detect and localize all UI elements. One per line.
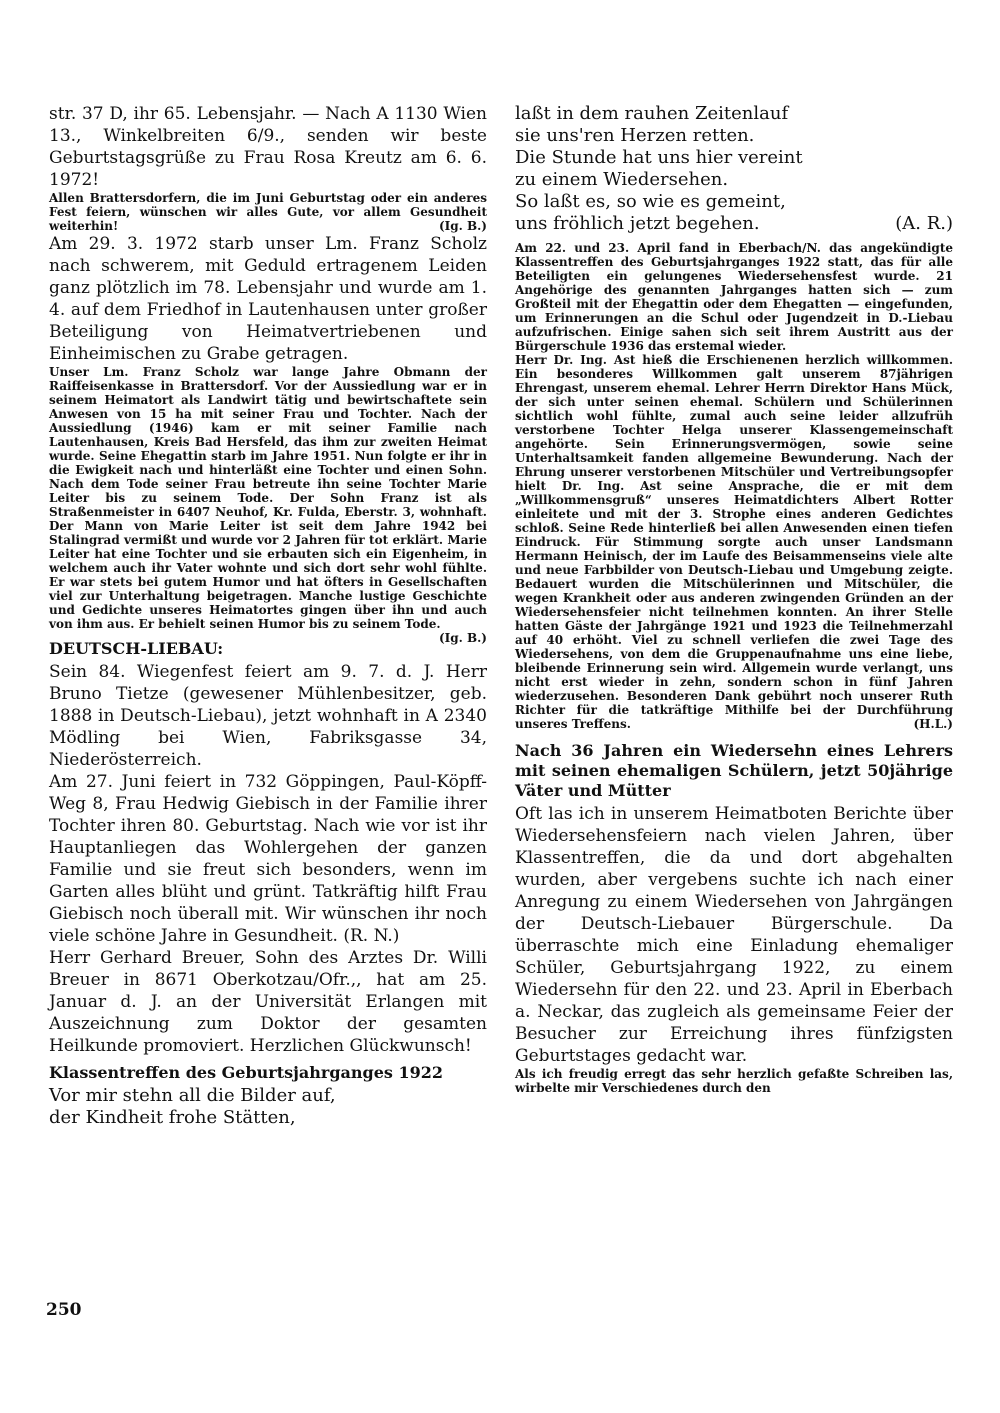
poem-line: sie uns'ren Herzen retten.: [515, 125, 755, 146]
author-signature: (H.L.): [913, 717, 953, 731]
poem-line: Die Stunde hat uns hier vereint: [515, 147, 803, 168]
obituary-detail: Unser Lm. Franz Scholz war lange Jahre Obmann der Raiffeisenkasse in Brattersdorf. Vor der Aussiedlung war er in seinem Heimatort als Landwirt tätig und bewirtschaftete sein Anwesen von 15 ha mit seiner Frau und Tochter. Nach der Aussiedlung (1946) kam er mit seiner Familie nach Lautenhausen, Kreis Bad Hersfeld, das ihm zur zweiten Heimat wurde. Seine Ehegattin starb im Jahre 1951. Nun folgte er ihr in die Ewigkeit nach und hinterläßt eine Tochter und einen Sohn. Nach dem Tode seiner Frau betreute ihn seine Tochter Marie Leiter bis zu seinem Tode. Der Sohn Franz ist als Straßenmeister in 6407 Neuhof, Kr. Fulda, Eberstr. 3, wohnhaft. Der Mann von Marie Leiter ist seit dem Jahre 1942 bei Stalingrad vermißt und wurde vor 2 Jahren für tot erklärt. Marie Leiter hat eine Tochter und sie erbauten sich ein Eigenheim, in welchem auch ihr Vater wohnte und sich dort sehr wohl fühlte. Er war stets bei gutem Humor und hat öfters in Gesellschaften viel zur Unterhaltung beigetragen. Manche lustige Geschichte und Gedichte unseres Heimatortes gingen über ihn und auch von ihm aus. Er behielt seinen Humor bis zu seinem Tode. (Ig. B.): [49, 365, 487, 645]
poem-line: zu einem Wiedersehen.: [515, 169, 729, 190]
poem-line: Vor mir stehn all die Bilder auf,: [49, 1085, 336, 1106]
klassentreffen-report: Am 22. und 23. April fand in Eberbach/N. das angekündigte Klassentreffen des Geburtsjahrganges 1922 statt, das für alle Beteiligten ein gelungenes Wiedersehensfest wurde. 21 Angehörige des genannten Jahrganges hatten sich — zum Großteil mit der Ehegattin oder dem Ehegatten — eingefunden, um Erinnerungen an die Schul oder Jugendzeit in D.-Liebau aufzufrischen. Einige sahen sich seit ihrem Austritt aus der Bürgerschule 1936 das erstemal wieder.: [515, 241, 953, 353]
section-heading-deutsch-liebau: DEUTSCH-LIEBAU:: [49, 639, 224, 658]
poem-line: uns fröhlich jetzt begehen. (A. R.): [515, 213, 953, 234]
page-number: 250: [46, 1300, 82, 1320]
birthday-rosa-kreutz: str. 37 D, ihr 65. Lebensjahr. — Nach A 1130 Wien 13., Winkelbreiten 6/9., senden wir beste Geburtstagsgrüße zu Frau Rosa Kreutz am 6. 6. 1972!: [49, 104, 487, 190]
greeting-brattersdorf: Allen Brattersdorfern, die im Juni Geburtstag oder ein anderes Fest feiern, wünschen wir alles Gute, vor allem Gesundheit weiterhin! (Ig. B.): [49, 191, 487, 233]
left-column: [49, 103, 487, 1129]
teacher-recollection: Oft las ich in unserem Heimatboten Berichte über Wiedersehensfeiern nach vielen Jahren, über Klassentreffen, die da und dort abgehalten wurden, aber vergebens suchte ich nach einer Anregung zu einem Wiedersehen von Jahrgängen der Deutsch-Liebauer Bürgerschule. Da überraschte mich eine Einladung ehemaliger Schüler, Geburtsjahrgang 1922, zu einem Wiedersehn für den 22. und 23. April in Eberbach a. Neckar, das zugleich als gemeinsame Feier der Besucher zur Erreichung ihres fünfzigsten Geburtstages gedacht war.: [515, 804, 953, 1066]
author-signature: (A. R.): [895, 213, 953, 234]
klassentreffen-detail: Herr Dr. Ing. Ast hieß die Erschienenen herzlich willkommen. Ein besonderes Willkommen galt unserem 87jährigen Ehrengast, unserem ehemal. Lehrer Herrn Direktor Hans Mück, der sich unter seinen ehemal. Schülern und Schülerinnen sichtlich wohl fühlte, zumal auch seine leider allzufrüh verstorbene Tochter Helga unserer Klassengemeinschaft angehörte. Sein Erinnerungsvermögen, sowie seine Unterhaltsamkeit fanden allgemeine Bewunderung. Nach der Ehrung unserer verstorbenen Mitschüler und Vertreibungsopfer hielt Dr. Ing. Ast seine Ansprache, die er mit dem „Willkommensgruß“ unseres Heimatdichters Albert Rotter einleitete und mit der 3. Strophe eines anderen Gedichtes schloß. Seine Rede hinterließ bei allen Anwesenden einen tiefen Eindruck. Für Stimmung sorgte auch unser Landsmann Hermann Heinisch, der im Laufe des Beisammenseins viele alte und neue Farbbilder von Deutsch-Liebau und Umgebung zeigte. Bedauert wurden die Mitschülerinnen und Mitschüler, die wegen Krankheit oder aus anderen zwingenden Gründen an der Wiedersehensfeier nicht teilnehmen konnten. An ihrer Stelle hatten Gäste der Jahrgänge 1921 und 1923 die Teilnehmerzahl auf 40 erhöht. Viel zu schnell verliefen die zwei Tage des Wiedersehens, von dem die Gruppenaufnahme uns eine liebe, bleibende Erinnerung sein wird. Allgemein wurde verlangt, uns nicht erst wieder in zehn, sondern schon in fünf Jahren wiederzusehen. Besonderen Dank gebührt noch unserer Ruth Richter für die tatkräftige Mithilfe bei der Durchführung unseres Treffens. (H.L.): [515, 353, 953, 731]
obituary-franz-scholz: Am 29. 3. 1972 starb unser Lm. Franz Scholz nach schwerem, mit Geduld ertragenem Leiden ganz plötzlich im 78. Lebensjahr und wurde am 1. 4. auf dem Friedhof in Lautenhausen unter großer Beteiligung von Heimatvertriebenen und Einheimischen zu Grabe getragen.: [49, 234, 487, 364]
birthday-bruno-tietze: Sein 84. Wiegenfest feiert am 9. 7. d. J. Herr Bruno Tietze (gewesener Mühlenbesitzer, geb. 1888 in Deutsch-Liebau), jetzt wohnhaft in A 2340 Mödling bei Wien, Fabriksgasse 34, Niederösterreich.: [49, 662, 487, 770]
teacher-recollection-continued: Als ich freudig erregt das sehr herzlich gefaßte Schreiben las, wirbelte mir Verschiedenes durch den: [515, 1067, 953, 1095]
section-heading-wiedersehn: Nach 36 Jahren ein Wiedersehn eines Lehrers mit seinen ehemaligen Schülern, jetzt 50jährige Väter und Mütter: [515, 741, 953, 800]
author-signature: (Ig. B.): [438, 631, 487, 645]
author-signature: (Ig. B.): [438, 219, 487, 233]
right-column: [515, 103, 953, 1095]
birthday-hedwig-giebisch: Am 27. Juni feiert in 732 Göppingen, Paul-Köpff-Weg 8, Frau Hedwig Giebisch in der Familie ihrer Tochter ihren 80. Geburtstag. Nach wie vor ist ihr Hauptanliegen das Wohlergehen der ganzen Familie und sie freut sich besonders, wenn im Garten alles blüht und grünt. Tatkräftig hilft Frau Giebisch noch überall mit. Wir wünschen ihr noch viele schöne Jahre in Gesundheit. (R. N.): [49, 772, 487, 946]
doctorate-gerhard-breuer: Herr Gerhard Breuer, Sohn des Arztes Dr. Willi Breuer in 8671 Oberkotzau/Ofr.,, hat am 25. Januar d. J. an der Universität Erlangen mit Auszeichnung zum Doktor der gesamten Heilkunde promoviert. Herzlichen Glückwunsch!: [49, 948, 487, 1056]
poem-line: laßt in dem rauhen Zeitenlauf: [515, 103, 789, 124]
poem-line: So laßt es, so wie es gemeint,: [515, 191, 786, 212]
section-heading-klassentreffen: Klassentreffen des Geburtsjahrganges 1922: [49, 1063, 444, 1082]
poem-line: der Kindheit frohe Stätten,: [49, 1107, 296, 1128]
